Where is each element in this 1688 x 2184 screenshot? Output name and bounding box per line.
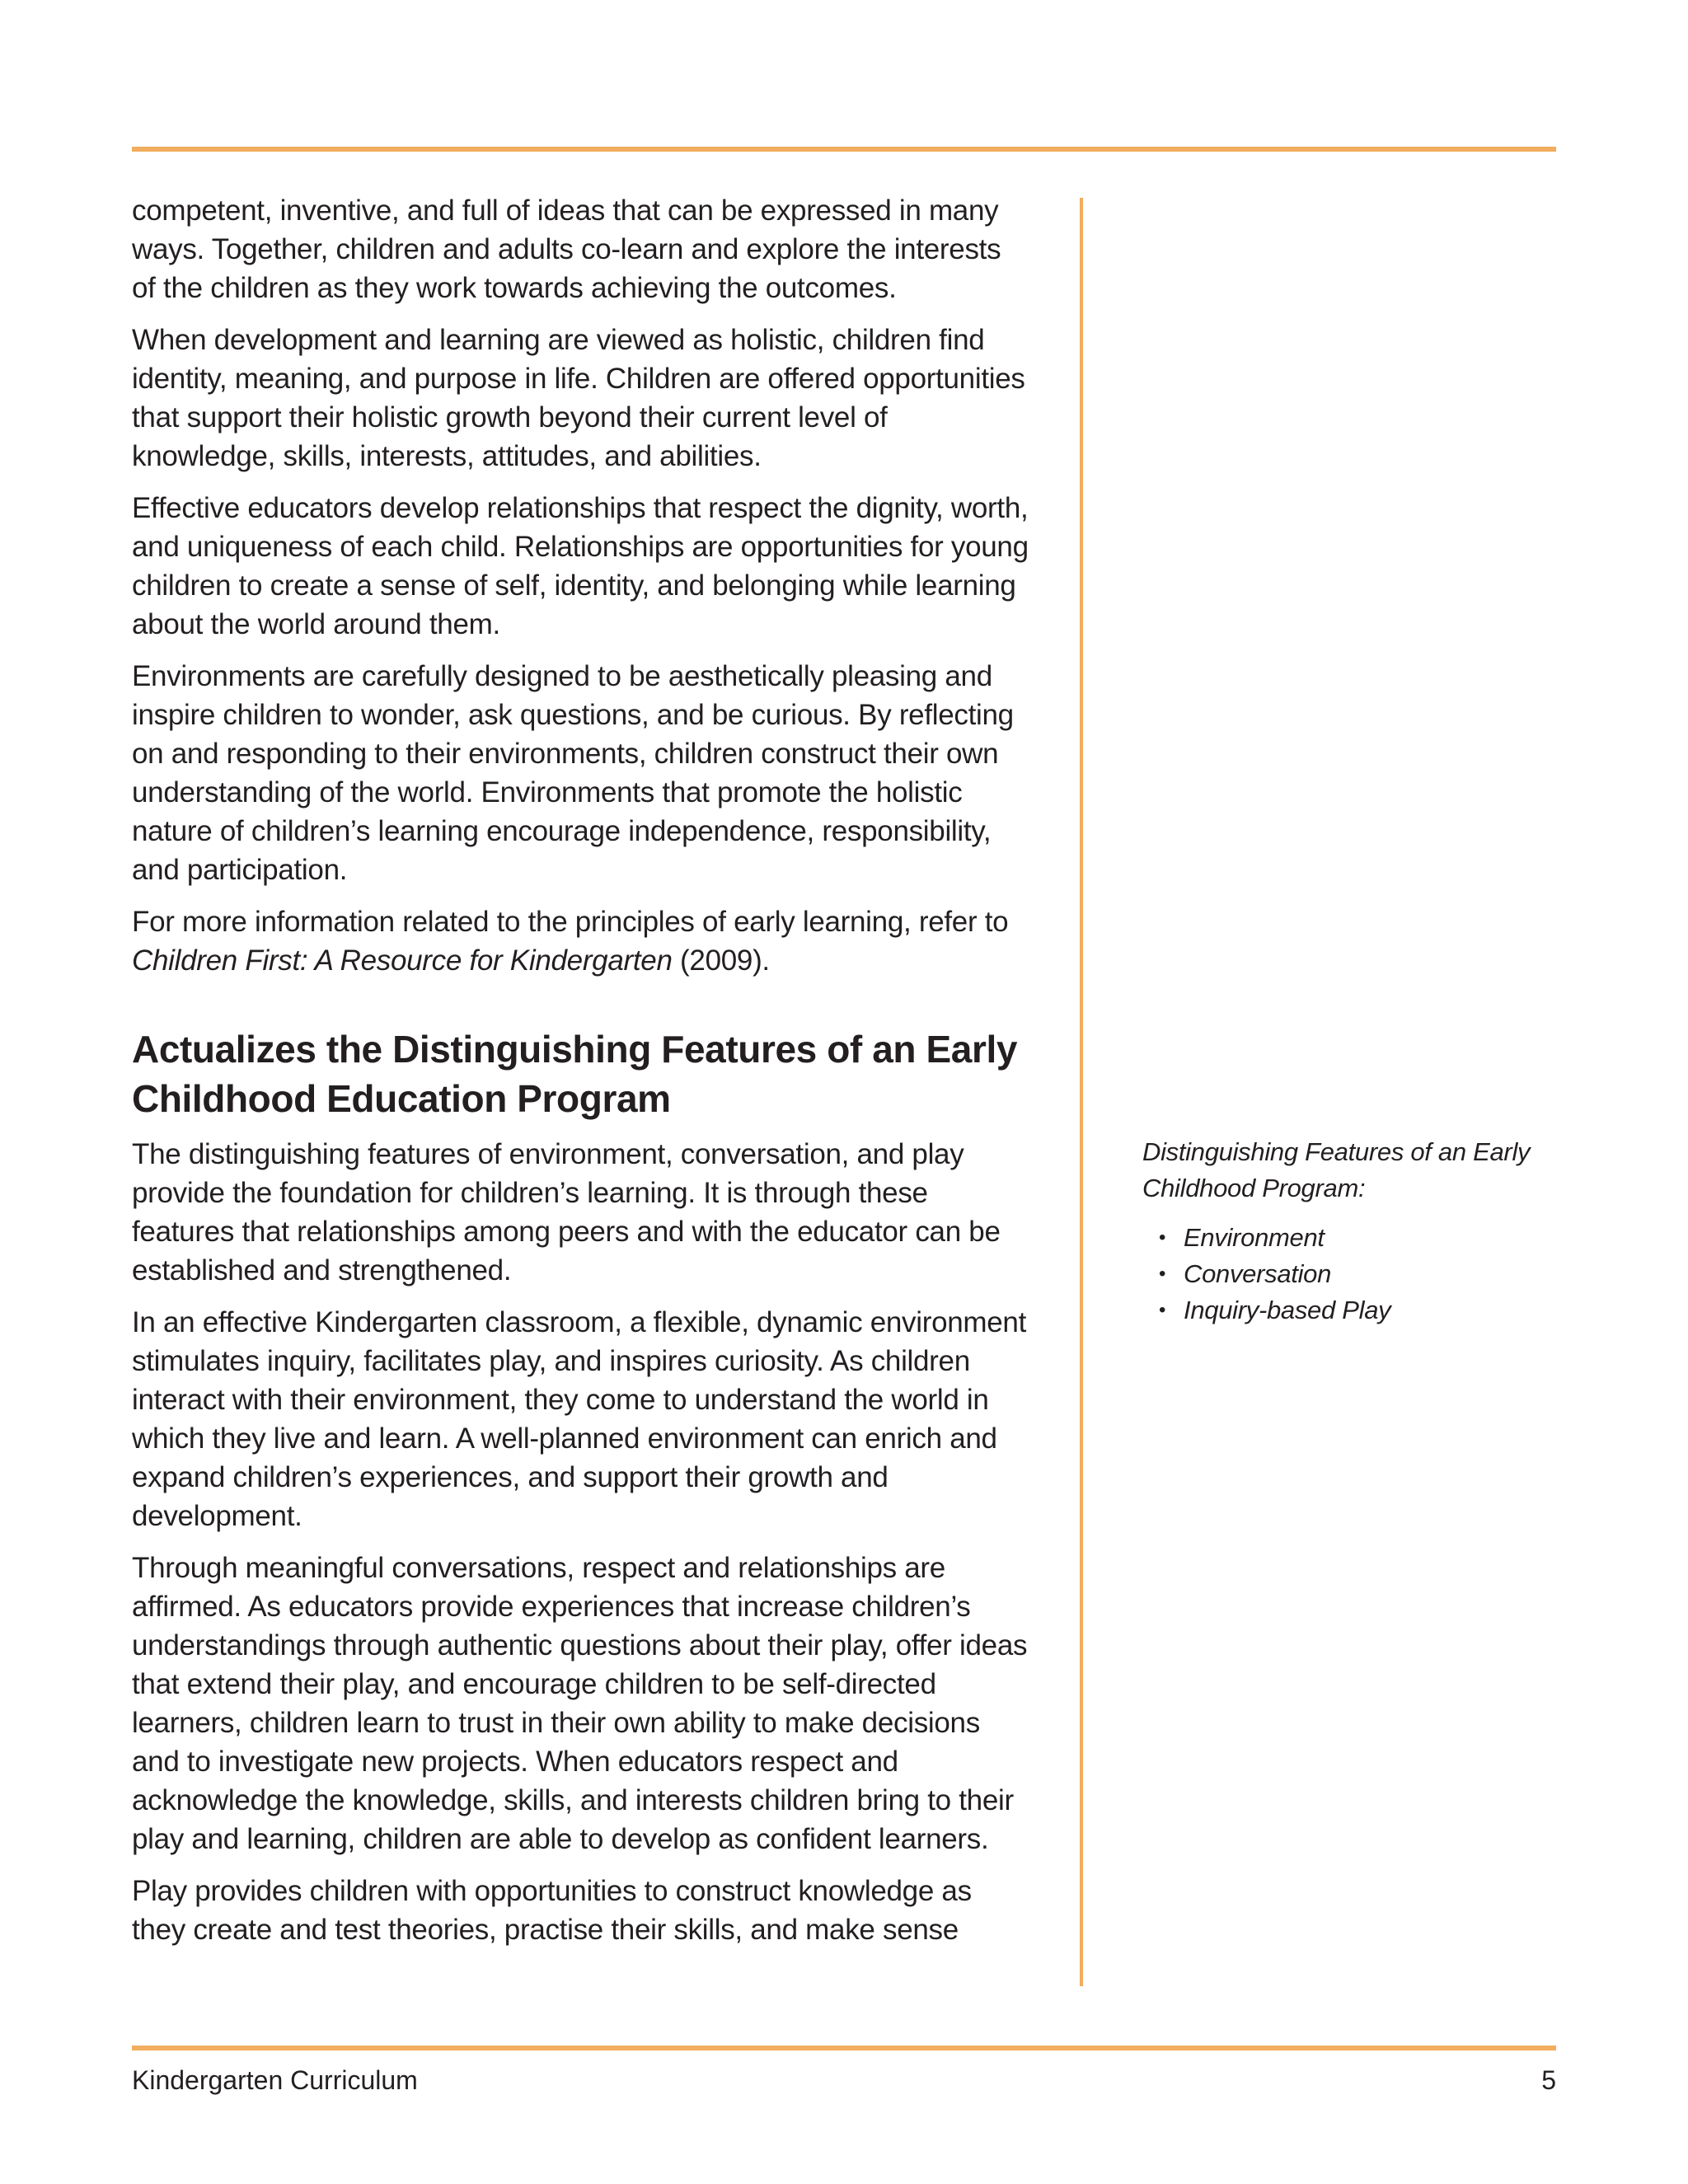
list-item-label: Inquiry-based Play bbox=[1184, 1296, 1391, 1324]
list-item bbox=[1159, 1256, 1538, 1292]
feature-list bbox=[1142, 1220, 1538, 1329]
top-rule bbox=[132, 147, 1556, 152]
list-item bbox=[1159, 1220, 1538, 1256]
sidebar-title: Distinguishing Features of an Early Childhood Program: bbox=[1142, 1137, 1531, 1202]
body-paragraph: When development and learning are viewed as holistic, children find identity, meaning, and purpose in life. Children are offered opportunities that support their holistic growth beyond their current level of knowledge, skills, interests, attitudes, and abilities. bbox=[132, 324, 1025, 472]
column-divider bbox=[1080, 198, 1083, 1986]
body-paragraph: Effective educators develop relationships that respect the dignity, worth, and uniqueness of each child. Relationships are opportunities for young children to create a sense of self, identity, and belonging while learning about the world around them. bbox=[132, 492, 1029, 640]
bullet-icon: • bbox=[1159, 1226, 1166, 1249]
main-column bbox=[132, 191, 1030, 1949]
reference-title: Children First: A Resource for Kindergarten bbox=[132, 944, 673, 977]
reference-lead: For more information related to the principles of early learning, refer to bbox=[132, 906, 1009, 938]
sidebar-note bbox=[1142, 1134, 1538, 1329]
body-paragraph: The distinguishing features of environment, conversation, and play provide the foundation for children’s learning. It is through these features that relationships among peers and with the educator can be established and strengthened. bbox=[132, 1138, 1001, 1286]
bullet-icon: • bbox=[1159, 1263, 1166, 1285]
reference-paragraph bbox=[132, 902, 1030, 980]
bullet-icon: • bbox=[1159, 1299, 1166, 1321]
bottom-rule bbox=[132, 2046, 1556, 2050]
list-item bbox=[1159, 1292, 1538, 1329]
body-paragraph: Through meaningful conversations, respect and relationships are affirmed. As educators provide experiences that increase children’s understandings through authentic questions about their play, offer ideas that extend their play, and encourage children to be self-directed learners, children learn to trust in their own ability to make decisions and to investigate new projects. When educators respect and acknowledge the knowledge, skills, and interests children bring to their play and learning, children are able to develop as confident learners. bbox=[132, 1552, 1028, 1855]
reference-tail: (2009). bbox=[672, 944, 770, 977]
body-paragraph: Environments are carefully designed to be aesthetically pleasing and inspire children to wonder, ask questions, and be curious. By reflecting on and responding to their environments, children construct their own understanding of the world. Environments that promote the holistic nature of children’s learning encourage independence, responsibility, and participation. bbox=[132, 660, 1014, 886]
footer-doc-title: Kindergarten Curriculum bbox=[132, 2065, 418, 2095]
page-number: 5 bbox=[1541, 2065, 1556, 2095]
body-paragraph: Play provides children with opportunities to construct knowledge as they create and test theories, practise their skills, and make sense bbox=[132, 1875, 972, 1946]
list-item-label: Conversation bbox=[1184, 1259, 1332, 1288]
body-paragraph: In an effective Kindergarten classroom, a flexible, dynamic environment stimulates inquiry, facilitates play, and inspires curiosity. As children interact with their environment, they come to understand the world in which they live and learn. A well-planned environment can enrich and expand children’s experiences, and support their growth and development. bbox=[132, 1306, 1027, 1532]
section-heading: Actualizes the Distinguishing Features of an Early Childhood Education Program bbox=[132, 1028, 1018, 1120]
list-item-label: Environment bbox=[1184, 1223, 1325, 1252]
body-paragraph: competent, inventive, and full of ideas that can be expressed in many ways. Together, children and adults co-learn and explore the interests of the children as they work towards achieving the outcomes. bbox=[132, 194, 1001, 304]
